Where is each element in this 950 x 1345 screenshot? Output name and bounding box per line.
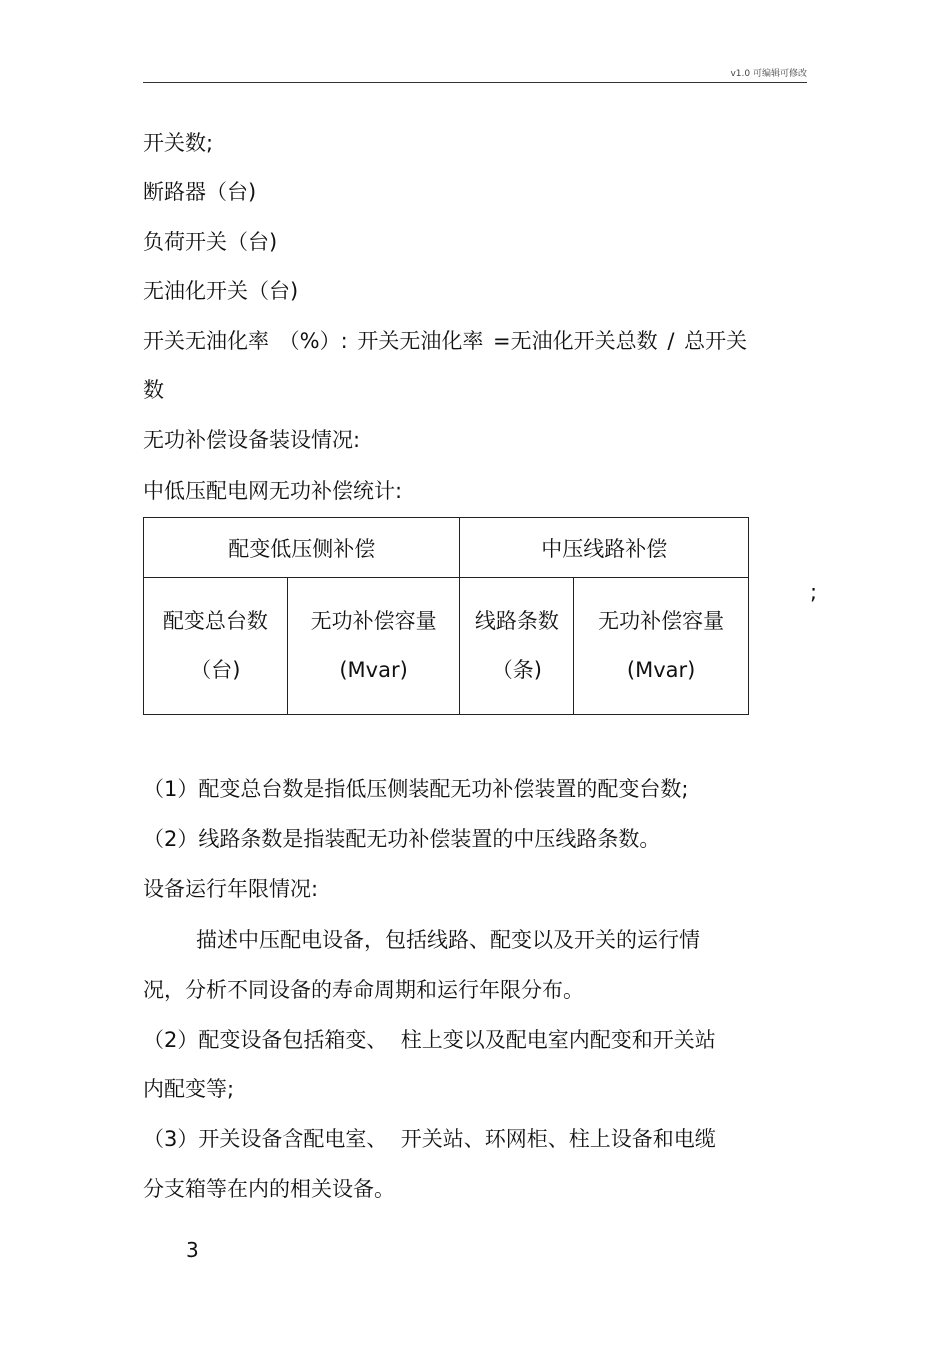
table-column-header (287, 578, 460, 715)
table-column-header (144, 578, 288, 715)
header-line: 配变总台数 (162, 609, 268, 633)
header-line: (Mvar) (626, 658, 696, 682)
header-line: 无功补偿容量 (598, 609, 725, 633)
paragraph-line: 描述中压配电设备，包括线路、配变以及开关的运行情 (196, 928, 700, 952)
header-text: v1.0 可编辑可修改 (730, 69, 807, 79)
text-line: 开关无油化率 （%）: 开关无油化率 =无油化开关总数 / 总开关 (143, 329, 748, 353)
table-group-header: 中压线路补偿 (460, 518, 749, 578)
text-line: 数 (143, 378, 164, 402)
page-number: 3 (186, 1238, 199, 1262)
text-line: 负荷开关（台) (143, 230, 278, 254)
text-line: 开关数; (143, 131, 214, 155)
table-column-header (574, 578, 749, 715)
text-line: 无油化开关（台) (143, 279, 299, 303)
reactive-compensation-table (143, 517, 749, 715)
table-trailing-semicolon: ; (810, 580, 818, 604)
table-header-row (144, 518, 749, 578)
note-line: （2）线路条数是指装配无功补偿装置的中压线路条数。 (143, 827, 661, 851)
table-subheader-row (144, 578, 749, 715)
paragraph-line: （2）配变设备包括箱变、 柱上变以及配电室内配变和开关站 (143, 1028, 716, 1052)
section-heading: 中低压配电网无功补偿统计: (143, 479, 403, 503)
header-line: (Mvar) (339, 658, 408, 682)
header-line: 线路条数 (474, 609, 559, 633)
table-group-header: 配变低压侧补偿 (144, 518, 460, 578)
note-line: （1）配变总台数是指低压侧装配无功补偿装置的配变台数; (143, 777, 689, 801)
header-line: （台) (190, 658, 241, 682)
paragraph-line: 况，分析不同设备的寿命周期和运行年限分布。 (143, 978, 584, 1002)
text-line: 断路器（台) (143, 180, 257, 204)
header-rule (143, 82, 807, 83)
header-line: （条) (491, 658, 542, 682)
paragraph-line: （3）开关设备含配电室、 开关站、环网柜、柱上设备和电缆 (143, 1127, 716, 1151)
table-column-header (460, 578, 574, 715)
header-line: 无功补偿容量 (310, 609, 437, 633)
section-heading: 无功补偿设备装设情况: (143, 428, 361, 452)
section-heading: 设备运行年限情况: (143, 877, 319, 901)
paragraph-line: 分支箱等在内的相关设备。 (143, 1177, 395, 1201)
paragraph-line: 内配变等; (143, 1077, 235, 1101)
